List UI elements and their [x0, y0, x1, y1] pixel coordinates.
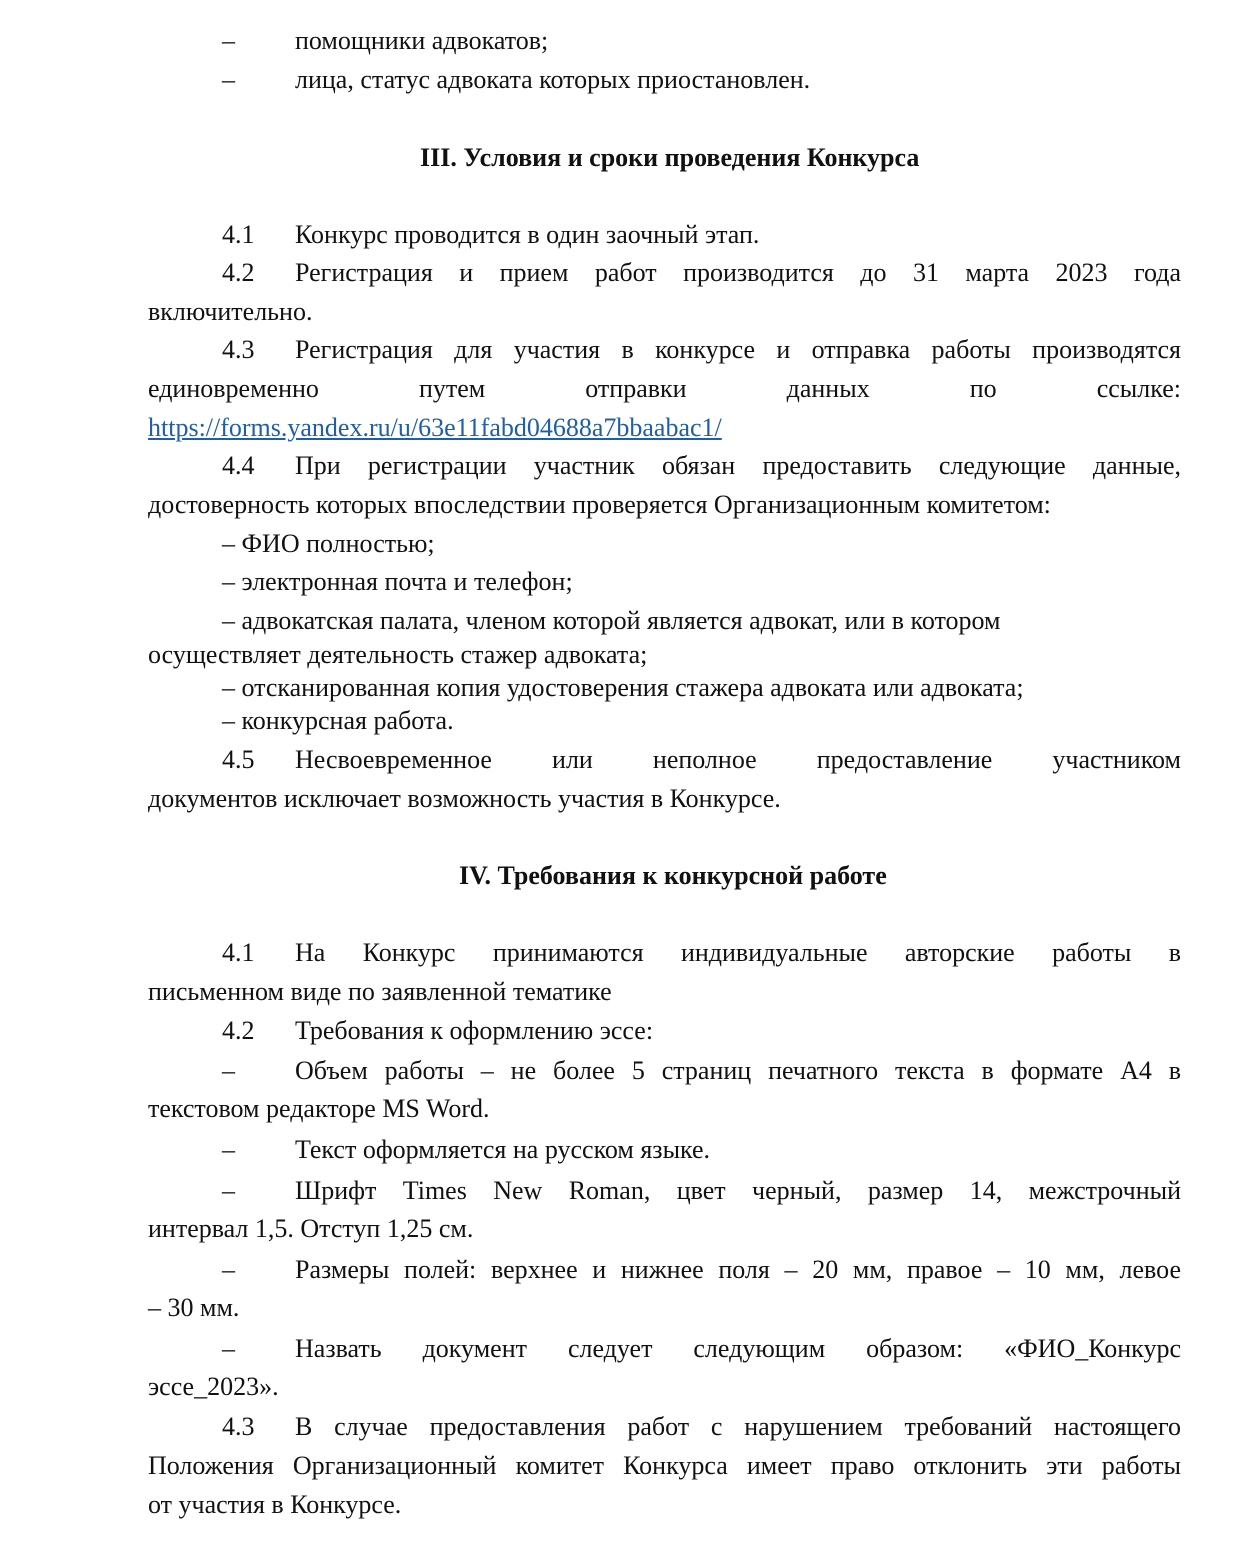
paragraph-continuation	[148, 413, 1181, 443]
list-item: – адвокатская палата, членом которой является адвокат, или в котором	[222, 606, 1001, 635]
paragraph-continuation: от участия в Конкурсе.	[148, 1490, 402, 1519]
paragraph-number: 4.2	[222, 1016, 255, 1045]
requirement-continuation: – 30 мм.	[148, 1293, 240, 1322]
paragraph-text: В случае предоставления работ с нарушением требований настоящего	[295, 1412, 1181, 1441]
paragraph-text: Требования к оформлению эссе:	[295, 1016, 654, 1045]
paragraph-text: Конкурс проводится в один заочный этап.	[295, 220, 760, 249]
paragraph-continuation: включительно.	[148, 297, 313, 326]
list-item-text: помощники адвокатов;	[295, 26, 549, 55]
list-item: – отсканированная копия удостоверения стажера адвоката или адвоката;	[222, 673, 1024, 702]
paragraph-text: Регистрация и прием работ производится до 31 марта 2023 года	[295, 258, 1181, 287]
paragraph-number: 4.4	[222, 451, 255, 480]
requirement-text: Объем работы – не более 5 страниц печатного текста в формате А4 в	[295, 1056, 1181, 1085]
section-heading: III. Условия и сроки проведения Конкурса	[420, 143, 920, 172]
list-marker: –	[222, 65, 235, 94]
registration-link[interactable]: https://forms.yandex.ru/u/63e11fabd04688a7bbaabac1/	[148, 413, 722, 442]
requirement-text: Шрифт Times New Roman, цвет черный, размер 14, межстрочный	[295, 1176, 1181, 1205]
paragraph-continuation: Положения Организационный комитет Конкурса имеет право отклонить эти работы	[148, 1451, 1181, 1480]
list-item-text: лица, статус адвоката которых приостановлен.	[295, 65, 811, 94]
paragraph-number: 4.2	[222, 258, 255, 287]
paragraph-text: На Конкурс принимаются индивидуальные авторские работы в	[295, 938, 1181, 967]
paragraph-number: 4.3	[222, 1412, 255, 1441]
list-marker: –	[222, 1255, 235, 1284]
list-marker: –	[222, 1056, 235, 1085]
paragraph-number: 4.5	[222, 745, 255, 774]
paragraph-number: 4.1	[222, 938, 255, 967]
paragraph-text: Несвоевременное или неполное предоставление участником	[295, 745, 1181, 774]
paragraph-text: При регистрации участник обязан предоставить следующие данные,	[295, 451, 1181, 480]
list-item: – электронная почта и телефон;	[222, 567, 573, 596]
paragraph-number: 4.3	[222, 335, 255, 364]
requirement-text: Размеры полей: верхнее и нижнее поля – 20 мм, правое – 10 мм, левое	[295, 1255, 1181, 1284]
paragraph-continuation: письменном виде по заявленной тематике	[148, 977, 612, 1006]
list-marker: –	[222, 26, 235, 55]
requirement-text: Текст оформляется на русском языке.	[295, 1135, 711, 1164]
paragraph-continuation: достоверность которых впоследствии проверяется Организационным комитетом:	[148, 490, 1051, 519]
list-item: – ФИО полностью;	[222, 529, 435, 558]
requirement-continuation: интервал 1,5. Отступ 1,25 см.	[148, 1214, 474, 1243]
requirement-continuation: текстовом редакторе MS Word.	[148, 1094, 490, 1123]
list-marker: –	[222, 1176, 235, 1205]
paragraph-continuation: документов исключает возможность участия в Конкурсе.	[148, 784, 781, 813]
paragraph-number: 4.1	[222, 220, 255, 249]
list-item: – конкурсная работа.	[222, 706, 454, 735]
requirement-continuation: эссе_2023».	[148, 1372, 279, 1401]
section-heading: IV. Требования к конкурсной работе	[459, 861, 887, 890]
paragraph-text: Регистрация для участия в конкурсе и отправка работы производятся	[295, 335, 1181, 364]
paragraph-continuation: единовременно путем отправки данных по ссылке:	[148, 374, 1181, 403]
list-marker: –	[222, 1135, 235, 1164]
list-marker: –	[222, 1334, 235, 1363]
list-item-continuation: осуществляет деятельность стажер адвоката;	[148, 640, 648, 669]
requirement-text: Назвать документ следует следующим образом: «ФИО_Конкурс	[295, 1334, 1181, 1363]
